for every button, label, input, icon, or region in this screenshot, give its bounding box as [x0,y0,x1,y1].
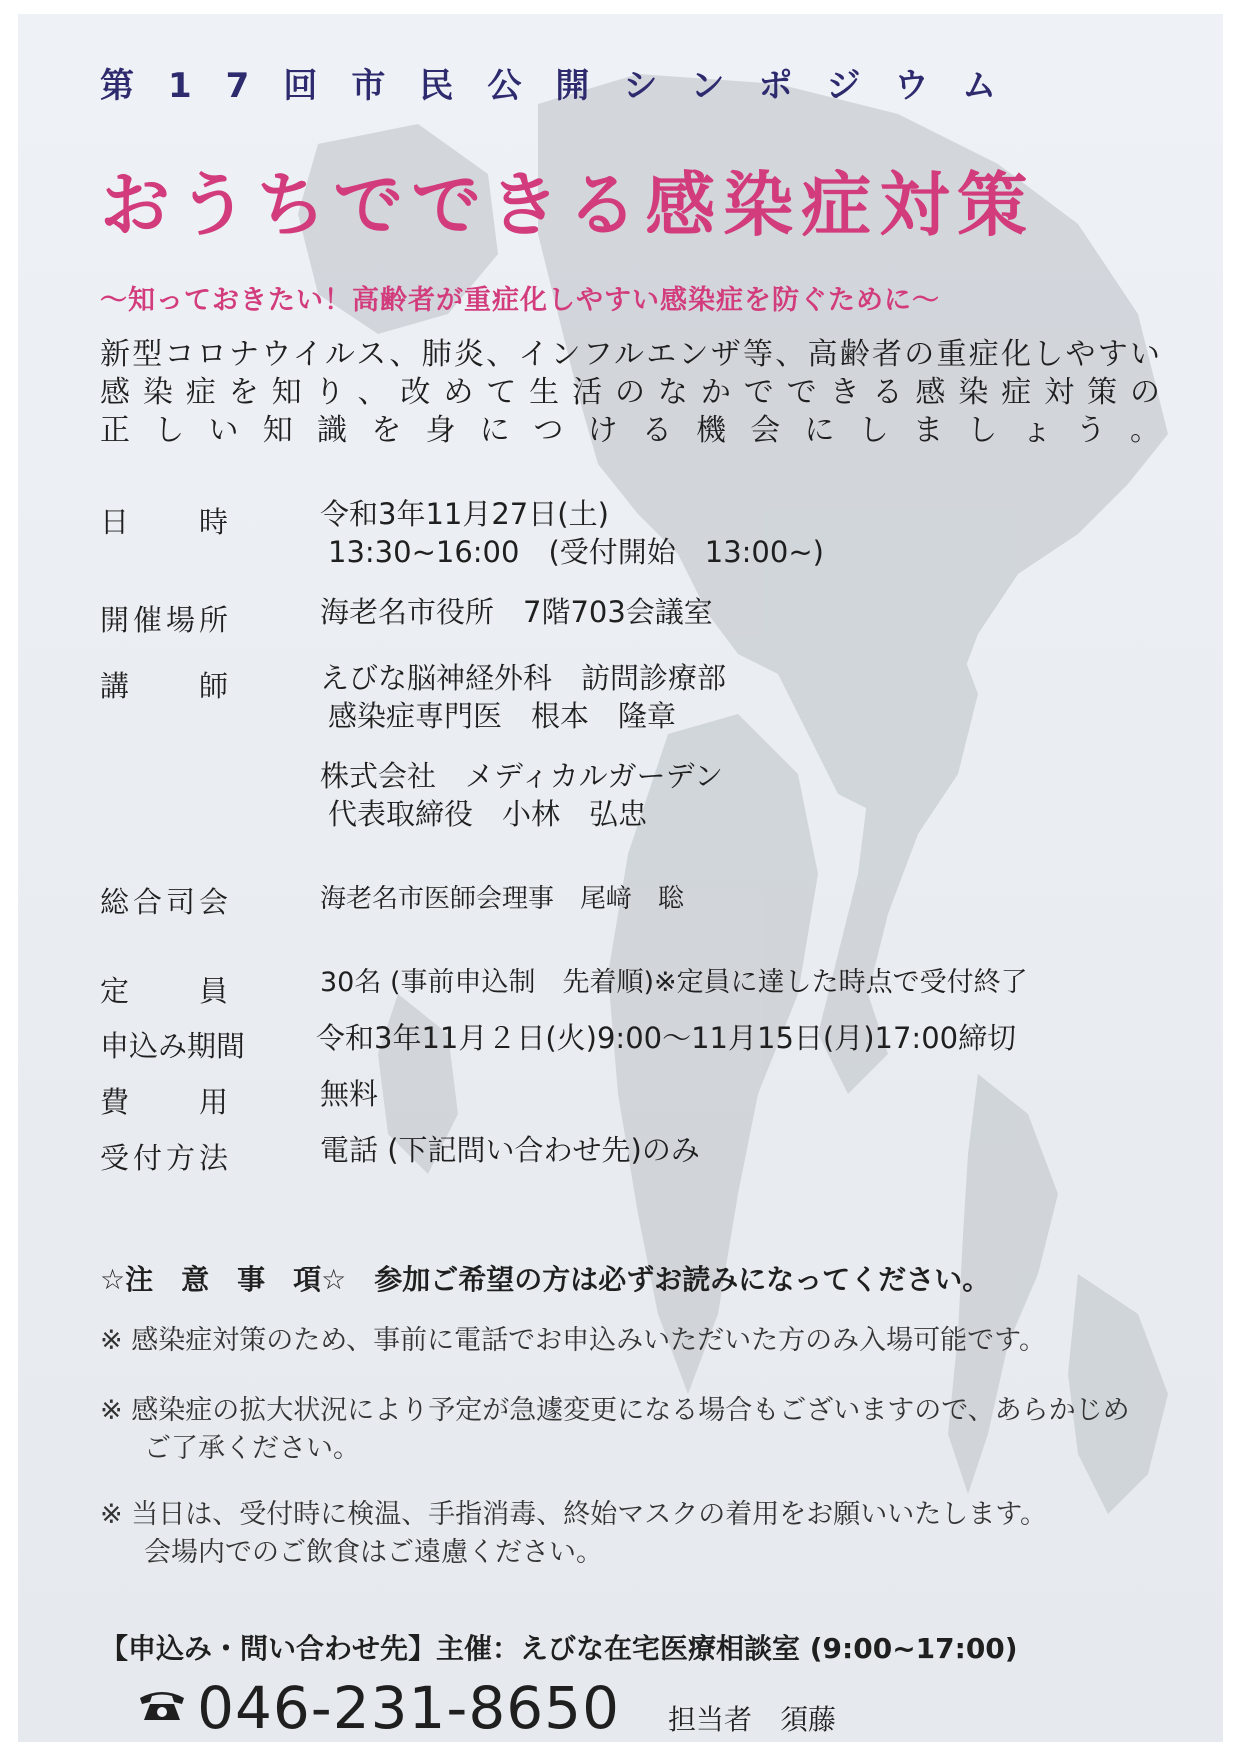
method-value: 電話 (下記問い合わせ先)のみ [320,1133,700,1167]
mc-value: 海老名市医師会理事 尾﨑 聡 [320,884,685,914]
intro-line: 正しい知識を身につける機会にしましょう。 [100,413,1160,448]
notice-item: ※ 感染症の拡大状況により予定が急遽変更になる場合もございますので、あらかじめ ご了承ください。 [100,1395,1130,1464]
event-time: 13:30~16:00 (受付開始 13:00~) [328,535,824,569]
datetime-value [320,495,824,571]
lecturer-value [320,659,726,833]
event-date: 令和3年11月27日(土) [320,497,609,531]
mc-label: 総合司会 [100,885,228,919]
series-title: 第17回市民公開シンポジウム [100,66,1031,106]
method-label: 受付方法 [100,1141,228,1175]
venue-label: 開催場所 [100,603,228,637]
capacity-value: 30名 (事前申込制 先着順)※定員に達した時点で受付終了 [320,967,1028,998]
phone-number: 046-231-8650 [197,1674,620,1742]
contact-heading: 【申込み・問い合わせ先】主催：えびな在宅医療相談室 (9:00~17:00) [100,1632,1018,1665]
period-label: 申込み期間 [100,1029,246,1063]
lecturer-1-affiliation: えびな脳神経外科 訪問診療部 [320,661,727,695]
subtitle: ～知っておきたい！高齢者が重症化しやすい感染症を防ぐために～ [100,285,940,316]
venue-value: 海老名市役所 7階703会議室 [320,595,713,629]
notice-item: ※ 感染症対策のため、事前に電話でお申込みいただいた方のみ入場可能です。 [100,1325,1046,1356]
datetime-label: 日時 [100,505,228,539]
lecturer-1-name: 感染症専門医 根本 隆章 [328,699,677,733]
intro-line: 新型コロナウイルス、肺炎、インフルエンザ等、高齢者の重症化しやすい [100,337,1160,372]
intro-text [100,336,1160,450]
period-value: 令和3年11月２日(火)9:00～11月15日(月)17:00締切 [316,1021,1017,1055]
notice-heading: ☆注 意 事 項☆ 参加ご希望の方は必ずお読みになってください。 [100,1263,991,1296]
lecturer-label: 講師 [100,669,228,703]
fee-value: 無料 [320,1077,379,1111]
lecturer-2-name: 代表取締役 小林 弘忠 [328,797,648,831]
contact-person: 担当者 須藤 [668,1703,837,1736]
main-title: おうちでできる感染症対策 [100,164,1036,246]
phone-icon [136,1686,188,1730]
intro-line: 感染症を知り、改めて生活のなかでできる感染症対策の [100,375,1160,410]
phone-row [136,1674,620,1742]
capacity-label: 定員 [100,974,228,1008]
lecturer-2-affiliation: 株式会社 メディカルガーデン [320,759,724,793]
world-map-background [18,14,1223,1742]
notice-item: ※ 当日は、受付時に検温、手指消毒、終始マスクの着用をお願いいたします。 会場内でのご飲食はご遠慮ください。 [100,1499,1048,1568]
flyer-sheet [18,14,1223,1742]
fee-label: 費用 [100,1085,228,1119]
